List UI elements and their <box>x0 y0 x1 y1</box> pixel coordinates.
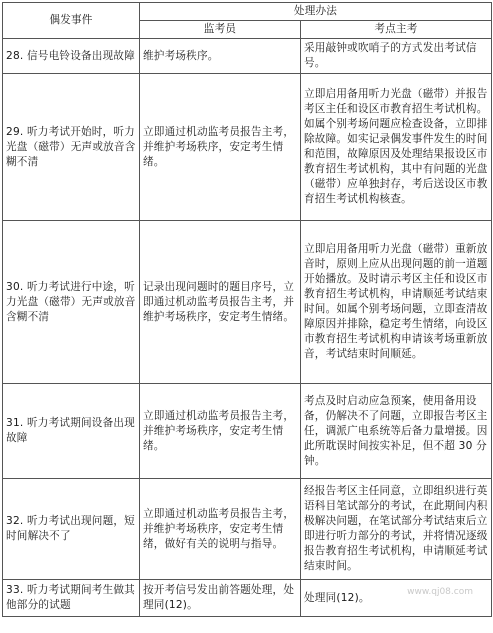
header-event: 偶发事件 <box>3 3 140 39</box>
header-proctor: 监考员 <box>140 21 301 39</box>
chief-cell: 经报告考区主任同意，立即组织进行英语科目笔试部分的考试，在此期间内积极解决问题，在笔试部分考试结束后立即进行听力部分的考试，并将情况逐级报告教育招生考试机构，申请顺延考试结束时间。 <box>301 479 492 580</box>
event-cell: 33. 听力考试期间考生做其他部分的试题 <box>3 580 140 617</box>
header-handling: 处理办法 <box>140 3 492 21</box>
chief-cell: 立即启用备用听力光盘（磁带）并报告考区主任和设区市教育招生考试机构。如属个别考场问题应检查设备，立即排除故障。如实记录偶发事件发生的时间和范围，故障原因及处理结果报设区市教育招生考试机构，其中有问题的光盘（磁带）应单独封存，考后送设区市教育招生考试机构核查。 <box>301 74 492 221</box>
event-cell: 29. 听力考试开始时，听力光盘（磁带）无声或放音含糊不清 <box>3 74 140 221</box>
header-row-1 <box>3 3 492 21</box>
incident-handling-table <box>2 2 492 617</box>
chief-cell: 采用敲钟或吹哨子的方式发出考试信号。 <box>301 39 492 74</box>
proctor-cell: 维护考场秩序。 <box>140 39 301 74</box>
chief-cell: 立即启用备用听力光盘（磁带）重新放音时，原则上应从出现问题的前一道题开始播放。及时请示考区主任和设区市教育招生考试机构，申请顺延考试结束时间。如属个别考场问题，立即查清故障原因并排除，稳定考生情绪，向设区市教育招生考试机构申请该考场重新放音，考试结束时间顺延。 <box>301 221 492 384</box>
proctor-cell: 记录出现问题时的题目序号，立即通过机动监考员报告主考，并维护考场秩序，安定考生情绪。 <box>140 221 301 384</box>
event-cell: 31. 听力考试期间设备出现故障 <box>3 384 140 479</box>
table-row <box>3 221 492 384</box>
proctor-cell: 立即通过机动监考员报告主考，并维护考场秩序，安定考生情绪。 <box>140 384 301 479</box>
proctor-cell: 按开考信号发出前答题处理，处理同(12)。 <box>140 580 301 617</box>
table-row <box>3 479 492 580</box>
event-cell: 28. 信号电铃设备出现故障 <box>3 39 140 74</box>
header-chief: 考点主考 <box>301 21 492 39</box>
table-row <box>3 580 492 617</box>
chief-cell: 考点及时启动应急预案，使用备用设备，仍解决不了问题，立即报告考区主任，调派广电系统等后备力量增援。因此所耽误时间按实补足，但不超 30 分钟。 <box>301 384 492 479</box>
proctor-cell: 立即通过机动监考员报告主考，并维护考场秩序，安定考生情绪，做好有关的说明与指导。 <box>140 479 301 580</box>
proctor-cell: 立即通过机动监考员报告主考，并维护考场秩序，安定考生情绪。 <box>140 74 301 221</box>
chief-cell: 处理同(12)。 <box>301 580 492 617</box>
event-cell: 32. 听力考试出现问题，短时间解决不了 <box>3 479 140 580</box>
event-cell: 30. 听力考试进行中途，听力光盘（磁带）无声或放音含糊不清 <box>3 221 140 384</box>
watermark: www.qj08.com <box>407 587 473 597</box>
table-row <box>3 74 492 221</box>
table-row <box>3 39 492 74</box>
table-row <box>3 384 492 479</box>
